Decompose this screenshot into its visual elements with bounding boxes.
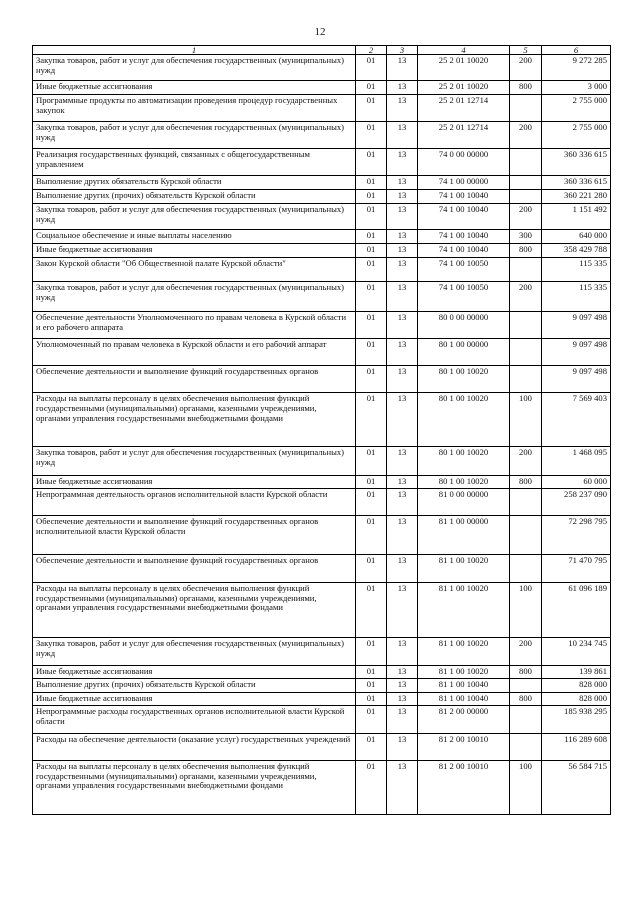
row-name: Закупка товаров, работ и услуг для обеспечения государственных (муниципальных) нужд <box>33 282 356 312</box>
row-amount: 9 097 498 <box>542 366 611 393</box>
row-section: 01 <box>356 733 387 760</box>
row-section: 01 <box>356 176 387 190</box>
row-section: 01 <box>356 678 387 692</box>
row-subsection: 13 <box>387 760 418 814</box>
table-row <box>33 339 611 366</box>
row-name: Обеспечение деятельности Уполномоченного по правам человека в Курской области и его рабочего аппарата <box>33 312 356 339</box>
col-header-target-article: 4 <box>418 46 510 55</box>
row-target-article: 74 1 00 10040 <box>418 190 510 204</box>
row-name: Выполнение других (прочих) обязательств Курской области <box>33 190 356 204</box>
row-expense-type <box>510 554 542 582</box>
row-amount: 640 000 <box>542 230 611 244</box>
row-expense-type: 800 <box>510 476 542 489</box>
row-expense-type: 800 <box>510 81 542 95</box>
row-name: Иные бюджетные ассигнования <box>33 244 356 258</box>
row-section: 01 <box>356 244 387 258</box>
row-section: 01 <box>356 230 387 244</box>
table-row <box>33 393 611 447</box>
row-name: Иные бюджетные ассигнования <box>33 81 356 95</box>
table-row <box>33 554 611 582</box>
row-subsection: 13 <box>387 447 418 476</box>
row-name: Закупка товаров, работ и услуг для обеспечения государственных (муниципальных) нужд <box>33 55 356 81</box>
row-name: Закон Курской области "Об Общественной палате Курской области" <box>33 258 356 282</box>
row-amount: 7 569 403 <box>542 393 611 447</box>
row-subsection: 13 <box>387 55 418 81</box>
row-target-article: 74 1 00 10050 <box>418 282 510 312</box>
row-expense-type: 800 <box>510 692 542 705</box>
row-amount: 115 335 <box>542 282 611 312</box>
row-name: Обеспечение деятельности и выполнение функций государственных органов <box>33 554 356 582</box>
row-section: 01 <box>356 515 387 554</box>
row-amount: 9 097 498 <box>542 339 611 366</box>
row-name: Закупка товаров, работ и услуг для обеспечения государственных (муниципальных) нужд <box>33 204 356 230</box>
table-row <box>33 476 611 489</box>
row-expense-type <box>510 515 542 554</box>
table-row <box>33 258 611 282</box>
table-row <box>33 692 611 705</box>
row-amount: 10 234 745 <box>542 637 611 665</box>
row-amount: 258 237 090 <box>542 488 611 515</box>
row-expense-type: 200 <box>510 637 542 665</box>
row-subsection: 13 <box>387 637 418 665</box>
row-expense-type <box>510 488 542 515</box>
row-section: 01 <box>356 447 387 476</box>
row-subsection: 13 <box>387 282 418 312</box>
table-row <box>33 230 611 244</box>
row-subsection: 13 <box>387 733 418 760</box>
row-expense-type: 200 <box>510 282 542 312</box>
table-row <box>33 244 611 258</box>
row-expense-type <box>510 95 542 122</box>
row-amount: 60 000 <box>542 476 611 489</box>
row-target-article: 81 1 00 10040 <box>418 692 510 705</box>
row-section: 01 <box>356 554 387 582</box>
row-target-article: 80 1 00 10020 <box>418 366 510 393</box>
row-section: 01 <box>356 393 387 447</box>
row-amount: 9 097 498 <box>542 312 611 339</box>
row-name: Уполномоченный по правам человека в Курской области и его рабочий аппарат <box>33 339 356 366</box>
row-amount: 61 096 189 <box>542 582 611 637</box>
row-name: Расходы на выплаты персоналу в целях обеспечения выполнения функций государственными (муниципальными) органами, казенными учреждениями, органами управления государственными внебюджетными фондами <box>33 760 356 814</box>
row-target-article: 74 1 00 10040 <box>418 230 510 244</box>
row-name: Выполнение других обязательств Курской области <box>33 176 356 190</box>
row-expense-type: 100 <box>510 760 542 814</box>
row-expense-type <box>510 312 542 339</box>
row-target-article: 25 2 01 12714 <box>418 95 510 122</box>
row-section: 01 <box>356 339 387 366</box>
row-section: 01 <box>356 665 387 678</box>
row-target-article: 80 1 00 10020 <box>418 447 510 476</box>
row-section: 01 <box>356 204 387 230</box>
row-target-article: 74 0 00 00000 <box>418 149 510 176</box>
row-amount: 139 861 <box>542 665 611 678</box>
row-amount: 72 298 795 <box>542 515 611 554</box>
row-expense-type <box>510 733 542 760</box>
row-subsection: 13 <box>387 230 418 244</box>
row-expense-type <box>510 366 542 393</box>
header-row <box>33 46 611 55</box>
row-name: Непрограммные расходы государственных органов исполнительной власти Курской области <box>33 705 356 733</box>
table-row <box>33 95 611 122</box>
row-amount: 2 755 000 <box>542 95 611 122</box>
table-row <box>33 582 611 637</box>
row-section: 01 <box>356 582 387 637</box>
row-subsection: 13 <box>387 488 418 515</box>
row-name: Выполнение других (прочих) обязательств Курской области <box>33 678 356 692</box>
row-subsection: 13 <box>387 176 418 190</box>
table-row <box>33 515 611 554</box>
row-subsection: 13 <box>387 554 418 582</box>
row-name: Иные бюджетные ассигнования <box>33 665 356 678</box>
row-expense-type <box>510 176 542 190</box>
row-name: Иные бюджетные ассигнования <box>33 476 356 489</box>
table-row <box>33 665 611 678</box>
table-row <box>33 204 611 230</box>
row-expense-type <box>510 258 542 282</box>
row-amount: 360 336 615 <box>542 149 611 176</box>
row-amount: 360 336 615 <box>542 176 611 190</box>
row-target-article: 25 2 01 10020 <box>418 81 510 95</box>
row-amount: 1 151 492 <box>542 204 611 230</box>
col-header-amount: 6 <box>542 46 611 55</box>
row-name: Расходы на выплаты персоналу в целях обеспечения выполнения функций государственными (муниципальными) органами, казенными учреждениями, органами управления государственными внебюджетными фондами <box>33 393 356 447</box>
row-name: Непрограммная деятельность органов исполнительной власти Курской области <box>33 488 356 515</box>
row-target-article: 81 2 00 00000 <box>418 705 510 733</box>
row-name: Иные бюджетные ассигнования <box>33 692 356 705</box>
col-header-section: 2 <box>356 46 387 55</box>
row-amount: 1 468 095 <box>542 447 611 476</box>
table-row <box>33 760 611 814</box>
row-target-article: 80 1 00 10020 <box>418 476 510 489</box>
table-row <box>33 705 611 733</box>
row-subsection: 13 <box>387 476 418 489</box>
row-section: 01 <box>356 190 387 204</box>
row-section: 01 <box>356 705 387 733</box>
row-section: 01 <box>356 55 387 81</box>
row-name: Закупка товаров, работ и услуг для обеспечения государственных (муниципальных) нужд <box>33 637 356 665</box>
row-section: 01 <box>356 760 387 814</box>
row-section: 01 <box>356 81 387 95</box>
row-expense-type: 200 <box>510 447 542 476</box>
table-row <box>33 55 611 81</box>
row-expense-type: 800 <box>510 244 542 258</box>
row-name: Расходы на обеспечение деятельности (оказание услуг) государственных учреждений <box>33 733 356 760</box>
row-expense-type <box>510 339 542 366</box>
row-target-article: 80 1 00 10020 <box>418 393 510 447</box>
row-expense-type: 200 <box>510 122 542 149</box>
row-name: Обеспечение деятельности и выполнение функций государственных органов <box>33 366 356 393</box>
table-row <box>33 81 611 95</box>
table-row <box>33 637 611 665</box>
budget-table <box>32 45 611 815</box>
row-subsection: 13 <box>387 692 418 705</box>
row-name: Социальное обеспечение и иные выплаты населению <box>33 230 356 244</box>
row-expense-type <box>510 678 542 692</box>
row-subsection: 13 <box>387 665 418 678</box>
row-name: Закупка товаров, работ и услуг для обеспечения государственных (муниципальных) нужд <box>33 122 356 149</box>
row-target-article: 74 1 00 10040 <box>418 244 510 258</box>
row-subsection: 13 <box>387 705 418 733</box>
row-expense-type <box>510 149 542 176</box>
row-target-article: 80 1 00 00000 <box>418 339 510 366</box>
table-row <box>33 312 611 339</box>
row-expense-type: 300 <box>510 230 542 244</box>
col-header-name: 1 <box>33 46 356 55</box>
col-header-expense-type: 5 <box>510 46 542 55</box>
row-subsection: 13 <box>387 582 418 637</box>
row-target-article: 81 1 00 10020 <box>418 665 510 678</box>
row-expense-type: 100 <box>510 393 542 447</box>
row-amount: 2 755 000 <box>542 122 611 149</box>
row-target-article: 81 2 00 10010 <box>418 733 510 760</box>
row-section: 01 <box>356 95 387 122</box>
row-amount: 828 000 <box>542 678 611 692</box>
row-section: 01 <box>356 122 387 149</box>
row-section: 01 <box>356 312 387 339</box>
row-name: Реализация государственных функций, связанных с общегосударственным управлением <box>33 149 356 176</box>
page-number: 12 <box>314 26 326 38</box>
row-subsection: 13 <box>387 204 418 230</box>
row-subsection: 13 <box>387 515 418 554</box>
row-section: 01 <box>356 366 387 393</box>
row-amount: 3 000 <box>542 81 611 95</box>
row-expense-type: 200 <box>510 204 542 230</box>
table-row <box>33 447 611 476</box>
table-row <box>33 190 611 204</box>
row-section: 01 <box>356 488 387 515</box>
row-subsection: 13 <box>387 678 418 692</box>
table-row <box>33 176 611 190</box>
row-target-article: 81 0 00 00000 <box>418 488 510 515</box>
row-subsection: 13 <box>387 190 418 204</box>
row-target-article: 74 1 00 10050 <box>418 258 510 282</box>
row-subsection: 13 <box>387 258 418 282</box>
row-name: Обеспечение деятельности и выполнение функций государственных органов исполнительной власти Курской области <box>33 515 356 554</box>
row-section: 01 <box>356 149 387 176</box>
row-amount: 358 429 788 <box>542 244 611 258</box>
row-amount: 56 584 715 <box>542 760 611 814</box>
row-target-article: 81 1 00 10020 <box>418 582 510 637</box>
row-amount: 71 470 795 <box>542 554 611 582</box>
row-section: 01 <box>356 692 387 705</box>
row-subsection: 13 <box>387 339 418 366</box>
row-expense-type: 100 <box>510 582 542 637</box>
row-expense-type <box>510 190 542 204</box>
table-row <box>33 149 611 176</box>
row-subsection: 13 <box>387 366 418 393</box>
row-target-article: 81 1 00 10020 <box>418 637 510 665</box>
row-amount: 828 000 <box>542 692 611 705</box>
row-expense-type <box>510 705 542 733</box>
row-target-article: 25 2 01 10020 <box>418 55 510 81</box>
row-subsection: 13 <box>387 393 418 447</box>
row-target-article: 81 2 00 10010 <box>418 760 510 814</box>
row-name: Программные продукты по автоматизации проведения процедур государственных закупок <box>33 95 356 122</box>
row-name: Расходы на выплаты персоналу в целях обеспечения выполнения функций государственными (муниципальными) органами, казенными учреждениями, органами управления государственными внебюджетными фондами <box>33 582 356 637</box>
row-subsection: 13 <box>387 95 418 122</box>
table-row <box>33 366 611 393</box>
row-section: 01 <box>356 282 387 312</box>
row-amount: 115 335 <box>542 258 611 282</box>
table-row <box>33 122 611 149</box>
row-subsection: 13 <box>387 312 418 339</box>
row-amount: 9 272 285 <box>542 55 611 81</box>
col-header-subsection: 3 <box>387 46 418 55</box>
row-section: 01 <box>356 637 387 665</box>
row-subsection: 13 <box>387 149 418 176</box>
row-target-article: 80 0 00 00000 <box>418 312 510 339</box>
row-section: 01 <box>356 258 387 282</box>
row-expense-type: 200 <box>510 55 542 81</box>
row-subsection: 13 <box>387 122 418 149</box>
row-subsection: 13 <box>387 81 418 95</box>
row-amount: 185 938 295 <box>542 705 611 733</box>
row-target-article: 81 1 00 10040 <box>418 678 510 692</box>
table-row <box>33 733 611 760</box>
row-target-article: 25 2 01 12714 <box>418 122 510 149</box>
row-amount: 360 221 280 <box>542 190 611 204</box>
row-target-article: 74 1 00 10040 <box>418 204 510 230</box>
table-row <box>33 678 611 692</box>
row-name: Закупка товаров, работ и услуг для обеспечения государственных (муниципальных) нужд <box>33 447 356 476</box>
row-section: 01 <box>356 476 387 489</box>
row-amount: 116 289 608 <box>542 733 611 760</box>
table-row <box>33 282 611 312</box>
row-subsection: 13 <box>387 244 418 258</box>
row-expense-type: 800 <box>510 665 542 678</box>
row-target-article: 81 1 00 10020 <box>418 554 510 582</box>
table-row <box>33 488 611 515</box>
row-target-article: 81 1 00 00000 <box>418 515 510 554</box>
row-target-article: 74 1 00 00000 <box>418 176 510 190</box>
